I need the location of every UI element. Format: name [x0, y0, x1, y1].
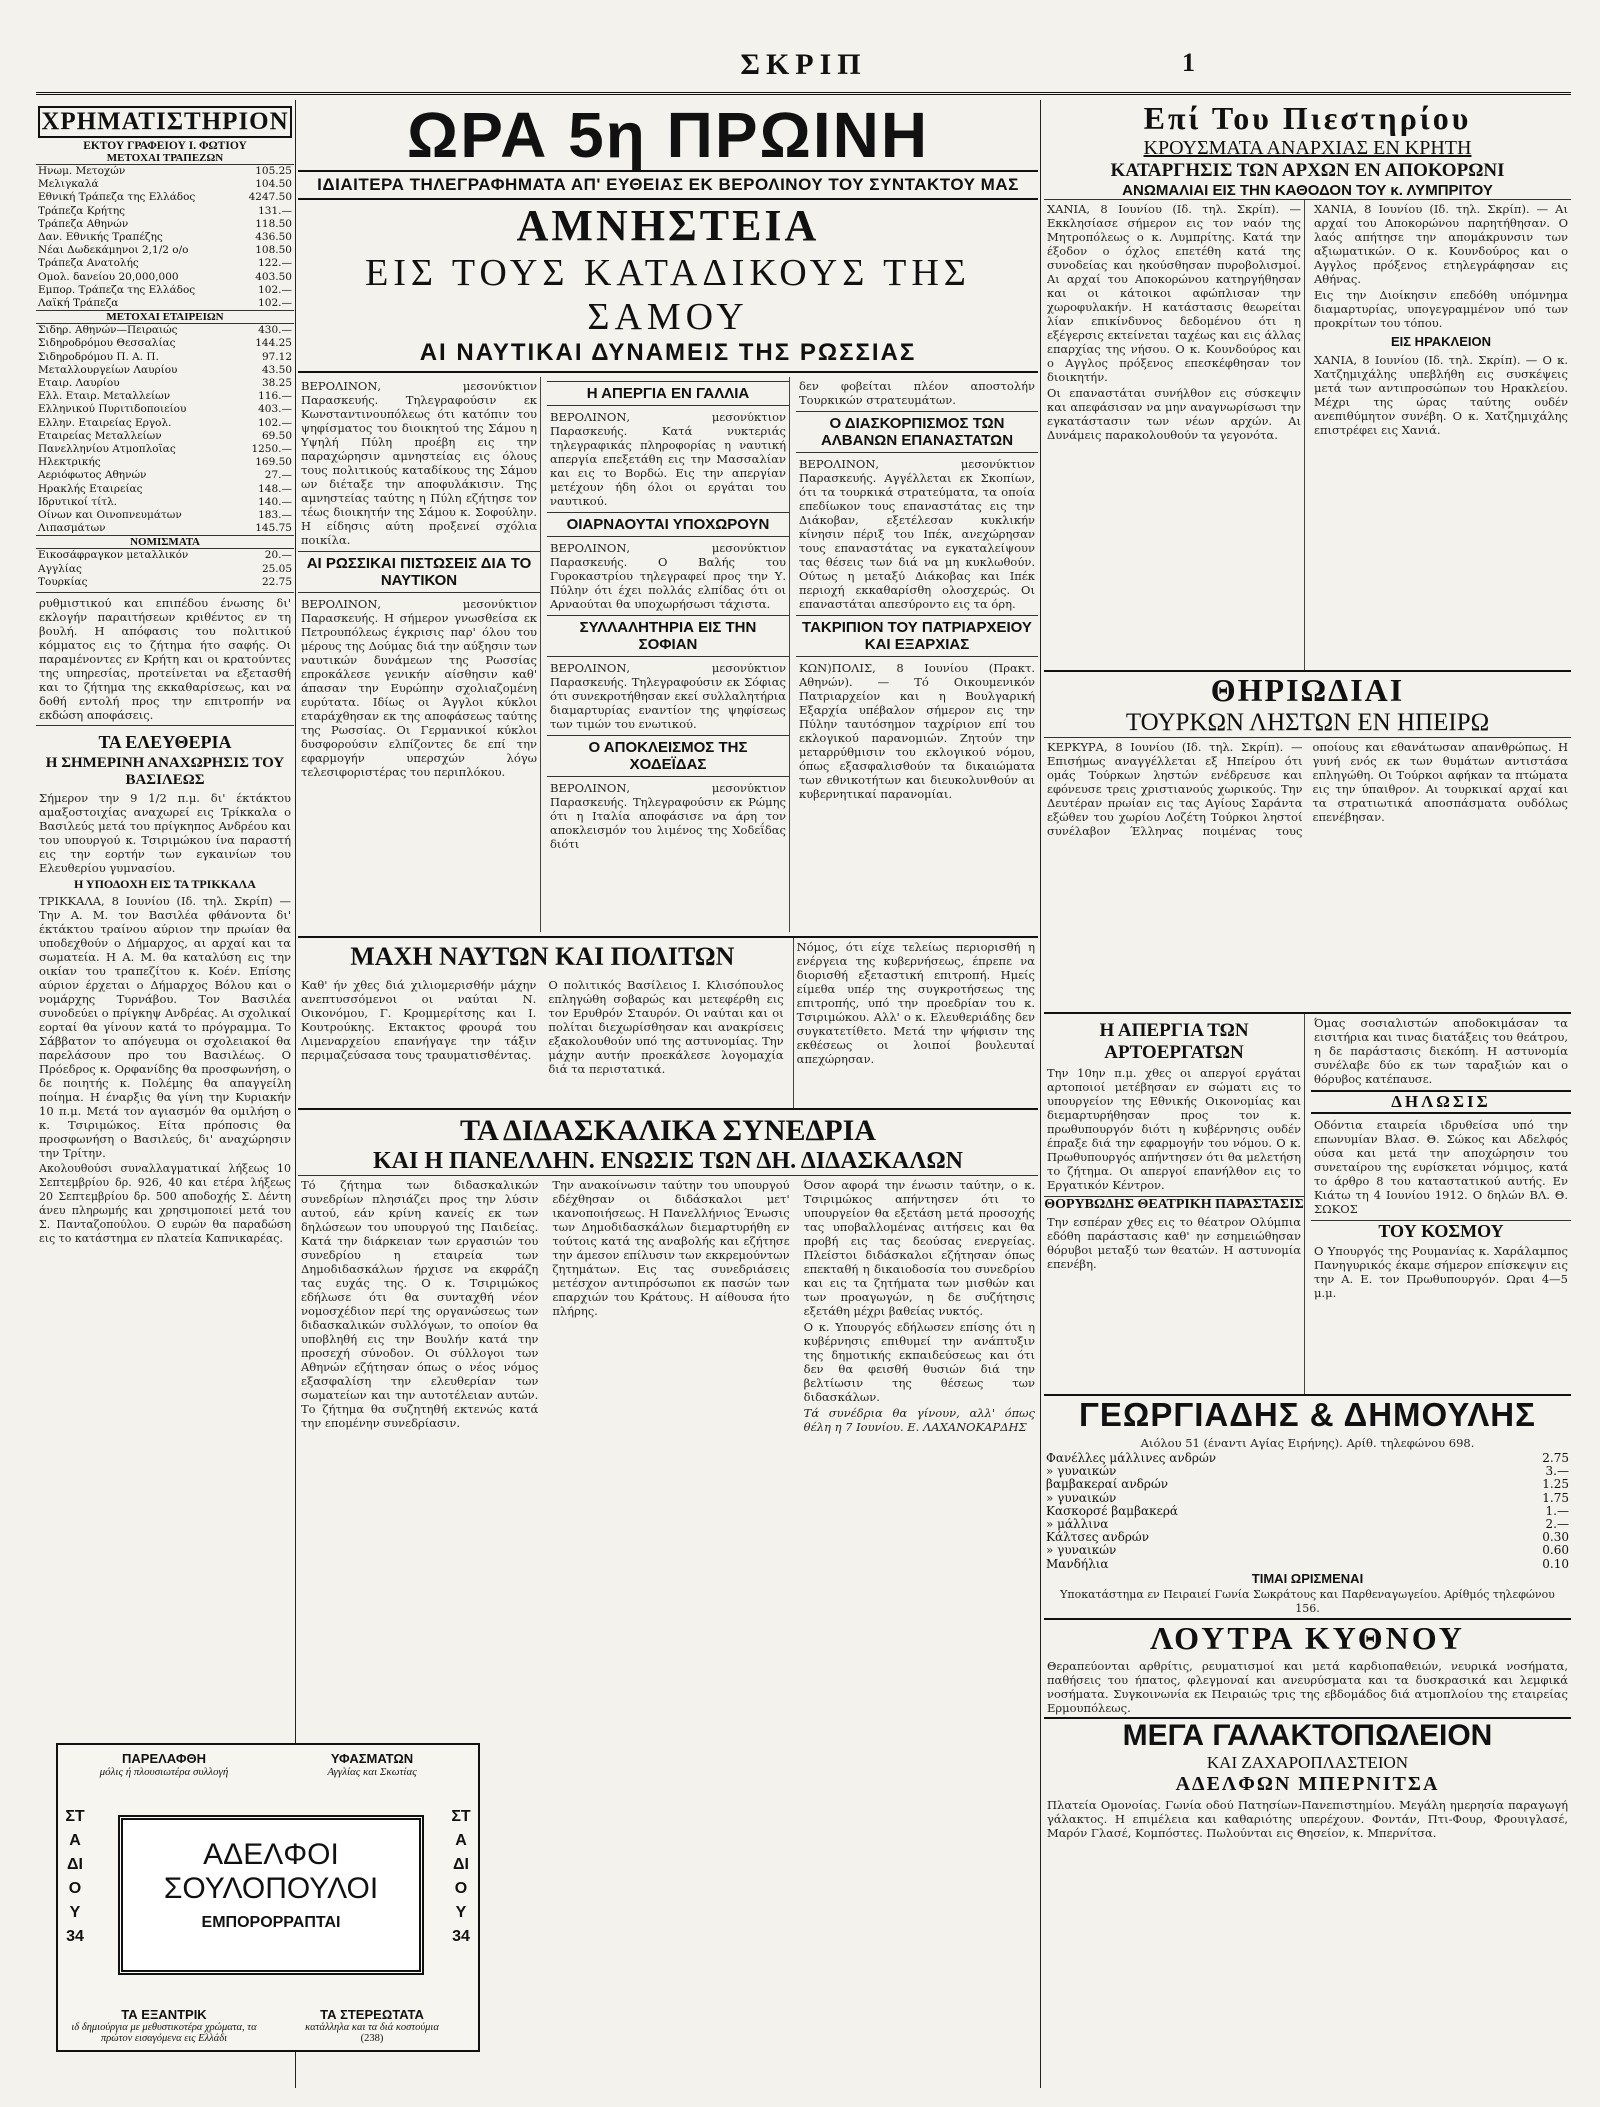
ad-side-left: ΣΤΑΔΙΟΥ 34	[65, 1808, 85, 1945]
bank-name: Ηνωμ. Μετοχών	[38, 165, 126, 177]
price-item-row	[1044, 1492, 1571, 1505]
company-row	[36, 403, 294, 416]
article-russian-credits-head: ΑΙ ΡΩΣΣΙΚΑΙ ΠΙΣΤΩΣΕΙΣ ΔΙΑ ΤΟ ΝΑΥΤΙΚΟΝ	[298, 551, 540, 593]
right-article-8: Την εσπέραν χθες εις το θέατρον Ολύμπια εδόθη παράστασις καθ' ην εσημειώθησαν θόρυβοι μεταξύ των θεατών. Η αστυνομία επενέβη.	[1047, 1215, 1301, 1271]
ad-side-right: ΣΤΑΔΙΟΥ 34	[451, 1808, 471, 1945]
col1-heading-2: Η ΣΗΜΕΡΙΝΗ ΑΝΑΧΩΡΗΣΙΣ ΤΟΥ ΒΑΣΙΛΕΩΣ	[45, 755, 285, 789]
bank-name: Εθνική Τράπεζα της Ελλάδος	[38, 191, 196, 204]
ad-shop1-name: ΓΕΩΡΓΙΑΔΗΣ & ΔΗΜΟΥΛΗΣ	[1079, 1396, 1536, 1433]
article-battle-3: Νόμος, ότι είχε τελείως περιορισθή η ενέργεια της κυβερνήσεως, έπρεπε να διορισθή εξεταστική επιτροπή. Ημείς είμεθα υπέρ της συγκροτήσεως της επιτροπής, υπό την προεδρίαν του κ. Τσιριμώκου. Αλλ' ο κ. Ελευθεριάδης δεν συγκατετίθετο. Μετά την ψήφισιν της εκθέσεως οι λοιποί βουλευταί απεχώρησαν.	[796, 940, 1035, 1066]
bank-row	[36, 297, 294, 310]
ad-shop1-addr: Υποκατάστημα εν Πειραιεί Γωνία Σωκράτους και Παρθεναγωγείου. Αρίθμός τηλεφώνου 156.	[1060, 1587, 1555, 1615]
currency-value: 22.75	[261, 575, 292, 588]
right-article-7: Την 10ην π.μ. χθες οι απεργοί εργάται αρτοποιοί μετέβησαν εν σώματι εις το υπουργείον της Εθνικής Οικονομίας και διεμαρτυρήθησαν προς τον κ. πρωθυπουργόν διότι η κυβέρνησις ουδέν έπραξε διά την εφαρμογήν του νόμου. Ο κ. Πρωθυπουργός απήντησεν ότι θα μελετήση το ζήτημα. Οι απεργοί επανήλθον εις το Εργατικόν Κέντρον.	[1047, 1066, 1301, 1192]
article-dispersal: ΒΕΡΟΛΙΝΟΝ, μεσονύκτιον Παρασκευής. Αγγέλλεται εκ Σκοπίων, ότι τα τουρκικά στρατεύματα, τα οποία επεδίωκον τους επαναστάτας εις την Διάκοβαν, εξετέλεσαν κυκλικήν κίνησιν πέριξ του Ιπέκ, ανεχώρησαν τους επαναστάτας να εγκαταλείψουν τας θέσεις των διά να μη κυκλωθούν. Ούτως η μεταξύ Διάκοβας και Ιπέκ περιοχή εκκαθαρίσθη ολοσχερώς. Οι επαναστάται απεσύροντο εις τα όρη.	[799, 457, 1035, 611]
company-name: Σιδηροδρόμου Θεσσαλίας	[38, 337, 176, 350]
markets-office: ΕΚΤΟΥ ΓΡΑΦΕΙΟΥ Ι. ΦΩΤΙΟΥ	[83, 140, 247, 152]
section-banks: ΜΕΤΟΧΑΙ ΤΡΑΠΕΖΩΝ	[36, 152, 294, 165]
bank-value: 102.—	[258, 297, 292, 310]
price-item-row	[1044, 1531, 1571, 1544]
company-row	[36, 509, 294, 522]
bank-value: 131.—	[258, 204, 292, 217]
bank-value: 436.50	[255, 231, 292, 244]
company-name: Σιδηροδρόμου Π. Α. Π.	[38, 350, 159, 363]
ad-code: (238)	[360, 2033, 384, 2044]
ad-bottom-left-sub: ιδ δημιούργια με μεθυστικοτέρα χρώματα, τα πρώτον εισαγόμενα εις Ελλάδι	[71, 2022, 257, 2044]
company-row	[36, 443, 294, 456]
company-value: 183.—	[258, 509, 292, 522]
col1-heading-3: Η ΥΠΟΔΟΧΗ ΕΙΣ ΤΑ ΤΡΙΚΚΑΛΑ	[74, 877, 256, 892]
company-row	[36, 456, 294, 469]
bank-value: 4247.50	[248, 191, 292, 204]
price-item-name: Φανέλλες μάλλινες ανδρών	[1046, 1452, 1217, 1465]
article-strike-head: Η ΑΠΕΡΓΙΑ ΕΝ ΓΑΛΛΙΑ	[547, 381, 789, 406]
headline-amnesty: ΑΜΝΗΣΤΕΙΑ	[516, 201, 820, 250]
article-teachers-head-1: ΤΑ ΔΙΔΑΣΚΑΛΙΚΑ ΣΥΝΕΔΡΙΑ	[460, 1114, 876, 1147]
price-item-value: 2.75	[1542, 1452, 1569, 1465]
col1-article-a: ρυθμιστικού και επιπέδου ένωσης δι' εκλογήν παραιτήσεων κριθέντος εν τη βουλή. Η απόφασις του πολιτικού κόμματος εις το ζήτημα ήτο σαφής. Οι παραμένοντες εν Κρήτη και οι κρατούντες της υπηρεσίας, προτείνεται να εξετασθή και το ζήτημα της εκκαθαρίσεως, και να δοθή εντολή προς την επιτροπήν να εκδώση αποφάσεις.	[39, 596, 291, 723]
bank-name: Ομολ. δανείου 20,000,000	[38, 270, 179, 283]
ad-name-1: ΑΔΕΛΦΟΙ	[203, 1838, 339, 1871]
notice-text: Οδόντια εταιρεία ιδρυθείσα υπό την επωνυμίαν Βλασ. Θ. Σώκος και Αδελφός ούσα και μετά την αποχώρησιν του συνεταίρου της ευρίσκεται νόμιμος, κατά το άρθρο 8 του καταστατικού αυτής. Εν Κιάτω τη 4 Ιουνίου 1912. Ο δηλών ΒΛ. Θ. ΣΩΚΟΣ	[1314, 1118, 1568, 1216]
article-dispersal-head: Ο ΔΙΑΣΚΟΡΠΙΣΜΟΣ ΤΩΝ ΑΛΒΑΝΩΝ ΕΠΑΝΑΣΤΑΤΩΝ	[796, 411, 1038, 453]
bank-value: 102.—	[258, 283, 292, 296]
article-teachers-2: Την ανακοίνωσιν ταύτην του υπουργού εδέχθησαν οι διδάσκαλοι μετ' ικανοποιήσεως. Η Πανελλήνιος Ένωσις των Δημοδιδασκάλων διεμαρτυρήθη εν τούτοις κατά της αναβολής και εζήτησε την άμεσον επίλυσιν των εκκρεμούντων ζητημάτων. Εις τας συνεδριάσεις μετέσχον αντιπρόσωποι εκ πασών των επαρχιών του Κράτους. Η αίθουσα ήτο πλήρης.	[552, 1178, 790, 1318]
right-head-6: ΤΟΥΡΚΩΝ ΛΗΣΤΩΝ ΕΝ ΗΠΕΙΡΩ	[1044, 709, 1571, 738]
price-item-row	[1044, 1505, 1571, 1518]
company-name: Εταιρ. Λαυρίου	[38, 377, 120, 390]
article-battle-1: Καθ' ήν χθες διά χιλιομερισθήν μάχην ανεπτυσσόμενοι οι ναύται Ν. Οικονόμου, Γ. Κρομμερίτσης και Ι. Κουτρούκης. Εκτακτος φρουρά του Λιμεναρχείου επανήγαγε την τάξιν περιμαζεύσασα τους τραυματισθέντας.	[301, 978, 537, 1062]
price-item-name: Μανδήλια	[1046, 1557, 1109, 1571]
company-row	[36, 377, 294, 390]
currency-row	[36, 576, 294, 589]
headline-russia: ΑΙ ΝΑΥΤΙΚΑΙ ΔΥΝΑΜΕΙΣ ΤΗΣ ΡΩΣΣΙΑΣ	[298, 339, 1038, 373]
company-value: 148.—	[258, 482, 292, 495]
company-row	[36, 351, 294, 364]
right-article-2: Οι επαναστάται συνήλθον εις σύσκεψιν και απεφάσισαν να μην αναγνωρίσωσι την εγκατάστασιν των νέων αρχών. Αι Δυνάμεις παρακολουθούν τα γεγονότα.	[1047, 386, 1301, 442]
right-head-1: Επί Του Πιεστηρίου	[1143, 100, 1472, 136]
article-strike: ΒΕΡΟΛΙΝΟΝ, μεσονύκτιον Παρασκευής. Κατά νυκτεριάς τηλεγραφικάς πληροφορίας η ναυτική απεργία επεξετάθη εις την Μασσαλίαν και εις το Βορδώ. Εις την απεργίαν μετέχουν ήδη όλοι οι εργάται του ναυτικού.	[550, 410, 786, 508]
company-value: 403.—	[258, 403, 292, 416]
currency-row	[36, 549, 294, 562]
social-head: ΤΟΥ ΚΟΣΜΟΥ	[1311, 1220, 1571, 1242]
right-head-7: Η ΑΠΕΡΓΙΑ ΤΩΝ ΑΡΤΟΕΡΓΑΤΩΝ	[1099, 1020, 1249, 1063]
lead-title: ΩΡΑ 5η ΠΡΩΙΝΗ	[406, 100, 930, 171]
ad-bottom-left: ΤΑ ΕΞΑΝΤΡΙΚ	[121, 2007, 207, 2022]
company-value: 116.—	[258, 390, 292, 403]
right-head-4: ΑΝΩΜΑΛΙΑΙ ΕΙΣ ΤΗΝ ΚΑΘΟΔΟΝ ΤΟΥ κ. ΛΥΜΠΡΙΤΟΥ	[1044, 182, 1571, 200]
social-text: Ο Υπουργός της Ρουμανίας κ. Χαράλαμπος Πανηγυρικός έκαμε σήμερον επίσκεψιν εις την Α. Ε. τον Πρωθυπουργόν. Ωραι 4—5 μ.μ.	[1314, 1244, 1568, 1300]
ad-shop2-name: ΛΟΥΤΡΑ ΚΥΘΝΟΥ	[1044, 1618, 1571, 1657]
right-article-1: ΧΑΝΙΑ, 8 Ιουνίου (Ιδ. τηλ. Σκρίπ). — Εκκλησίασε σήμερον εις τον ναόν της Μητροπόλεως ο κ. Λυμπρίτης. Κατά την έξοδον ο όχλος επετέθη κατά της συνοδείας και ηκούσθησαν πυροβολισμοί. Αι αρχαί του Αποκορώνου κατηργήθησαν και οι κάτοικοι αφώπλισαν την χωροφυλακήν. Η κατάστασις θεωρείται λίαν επικίνδυνος δεδομένου ότι η εξέγερσις εκτείνεται ταχέως και εις άλλας επαρχίας της νήσου. Ο κ. Κουνδούρος και ο Αγγλος πρόξενος επεσκέφθησαν τον διοικητήν.	[1047, 202, 1301, 384]
company-value: 69.50	[261, 429, 292, 442]
ad-bottom-right-sub: κατάλληλα και τα διά κοστούμια	[305, 2022, 439, 2033]
bank-name: Τράπεζα Αθηνών	[38, 217, 129, 230]
currency-name: Αγγλίας	[38, 562, 82, 575]
bank-name: Τράπεζα Ανατολής	[38, 257, 139, 270]
price-item-name: Κασκορσέ βαμβακερά	[1046, 1504, 1179, 1518]
ad-shop3-text: Πλατεία Ομονοίας. Γωνία οδού Πατησίων-Πανεπιστημίου. Μεγάλη ημερησία παραγωγή γάλακτος. Η επιμέλεια και καθαριότης υπερέχουν. Φοντάν, Πτι-Φουρ, Φρουιγλασέ, Μαρόν Γλασέ, Κομπόστες. Πωλούνται εις Θησείον, κ. Μπερνίτσα.	[1047, 1797, 1568, 1840]
price-item-row	[1044, 1558, 1571, 1571]
ad-shop1-foot: ΤΙΜΑΙ ΩΡΙΣΜΕΝΑΙ	[1251, 1570, 1364, 1586]
currency-row	[36, 563, 294, 576]
bank-name: Δαν. Εθνικής Τραπέζης	[38, 231, 163, 244]
right-head-3: ΚΑΤΑΡΓΗΣΙΣ ΤΩΝ ΑΡΧΩΝ ΕΝ ΑΠΟΚΟΡΩΝΙ	[1110, 160, 1505, 181]
section-companies: ΜΕΤΟΧΑΙ ΕΤΑΙΡΕΙΩΝ	[36, 310, 294, 324]
company-value: 144.25	[255, 337, 292, 350]
price-item-name: » μάλλινα	[1046, 1518, 1109, 1532]
bank-row	[36, 257, 294, 270]
bank-value: 104.50	[255, 178, 292, 191]
price-item-name: βαμβακεραί ανδρών	[1046, 1478, 1169, 1492]
currency-value: 20.—	[264, 549, 292, 562]
col1-article-c: ΤΡΙΚΚΑΛΑ, 8 Ιουνίου (Ιδ. τηλ. Σκρίπ) — Την Α. Μ. τον Βασιλέα φθάνοντα δι' έκτάκτου τραίνου αύριον την πρωίαν θα υποδεχθούν ο Δήμαρχος, αι αρχαί και τα σωματεία. Η Α. Μ. θα καταλύση εις την οικίαν του τραπεζίτου κ. Κοέν. Επίσης αύριον έρχεται ο Δήμαρχος Βόλου και ο νομάρχης Τυρνάβου. Τον Βασιλέα συνοδεύει ο πρίγκηψ Ανδρέας. Αι σχολικαί εορταί θα γίνουν κατά το πρόγραμμα. Το Σάββατον το απόγευμα οι σχολειακοί θα παρελάσουν προ του Βασιλέως. Ο Πρόεδρος κ. Ορφανίδης θα προσφωνήση, ο δε ποιητής κ. Πολέμης θα απαγγείλη ποίημα. Η έναρξις θα γίνη την Κυριακήν 10 π.μ. Μετά τον αγιασμόν θα ομιλήση ο κ. Τσιριμώκος. Είτα πρόποσις θα προσφωνήση ο Βασιλεύς, δι' αναχώρησιν την Τρίτην.	[39, 894, 291, 1161]
price-item-row	[1044, 1478, 1571, 1491]
price-item-name: » γυναικών	[1046, 1465, 1117, 1479]
company-name: Ηλεκτρικής	[38, 456, 101, 469]
article-battle-2: Ο πολιτικός Βασίλειος Ι. Κλισόπουλος επληγώθη σοβαρώς και μετεφέρθη εις τον Ερυθρόν Σταυρόν. Οι ναύται και οι πολίται διεχωρίσθησαν και ανακρίσεις εξακολουθούν υπό της αστυνομίας. Την μάχην αυτήν προεκάλεσε λογομαχία διά τα περιστατικά.	[548, 978, 784, 1076]
currency-value: 25.05	[261, 562, 292, 575]
right-article-4: Εις την Διοίκησιν επεδόθη υπόμνημα διαμαρτυρίας, υπογεγραμμένον υπό των προκρίτων του τόπου.	[1314, 288, 1568, 330]
price-item-value: 1.25	[1542, 1478, 1569, 1492]
article-hodeida-cont: δεν φοβείται πλέον αποστολήν Τουρκικών στρατευμάτων.	[799, 379, 1035, 407]
company-value: 145.75	[255, 522, 292, 535]
notice-head: ΔΗΛΩΣΙΣ	[1311, 1090, 1571, 1114]
article-sofia: ΒΕΡΟΛΙΝΟΝ, μεσονύκτιον Παρασκευής. Τηλεγραφούσιν εκ Σόφιας ότι συνεκροτήθησαν εκεί συλλαλητήρια διαμαρτυρίας εναντίον της ψηφίσεως των τιμών του ενωτικού.	[550, 661, 786, 731]
price-item-value: 1.75	[1542, 1491, 1569, 1505]
press-column	[1044, 100, 1571, 2088]
newspaper-name: ΣΚΡΙΠ	[740, 48, 867, 81]
right-head-2: ΚΡΟΥΣΜΑΤΑ ΑΝΑΡΧΙΑΣ ΕΝ ΚΡΗΤΗ	[1143, 137, 1472, 159]
company-value: 169.50	[255, 456, 292, 469]
article-takrir: ΚΩΝ)ΠΟΛΙΣ, 8 Ιουνίου (Πρακτ. Αθηνών). — Τό Οικουμενικόν Πατριαρχείον και η Βουλγαρική Εξαρχία υπέβαλον σήμερον εις την Πύλην ταυτόσημον ταχρίριον επί του εκλογικού παρανομιών. Ζητούν την μεταρρύθμισιν του εκλογικού νόμου, όπως εξασφαλισθούν τα δικαιώματα των εθνικοτήτων και διευκολυνθούν αι κυβερνητικαί παρανομίαι.	[799, 661, 1035, 801]
currency-name: Εικοσάφραγκον μεταλλικόν	[38, 549, 189, 562]
company-name: Μεταλλουργείων Λαυρίου	[38, 363, 178, 376]
bank-name: Λαϊκή Τράπεζα	[38, 297, 119, 310]
ad-name-3: ΕΜΠΟΡΟΡΡΑΠΤΑΙ	[201, 1914, 341, 1931]
company-name: Αεριόφωτος Αθηνών	[38, 469, 147, 482]
masthead	[36, 48, 1571, 95]
article-teachers-head-2: ΚΑΙ Η ΠΑΝΕΛΛΗΝ. ΕΝΩΣΙΣ ΤΩΝ ΔΗ. ΔΙΔΑΣΚΑΛΩΝ	[298, 1148, 1038, 1176]
right-head-8: ΘΟΡΥΒΩΔΗΣ ΘΕΑΤΡΙΚΗ ΠΑΡΑΣΤΑΣΙΣ	[1044, 1197, 1304, 1212]
company-row	[36, 417, 294, 430]
price-item-value: 0.60	[1542, 1544, 1569, 1558]
company-name: Ηρακλής Εταιρείας	[38, 482, 143, 495]
ad-bottom-right: ΤΑ ΣΤΕΡΕΩΤΑΤΑ	[320, 2007, 424, 2022]
ad-shop1-intro: Αιόλου 51 (έναντι Αγίας Ειρήνης). Αρίθ. τηλεφώνου 698.	[1140, 1436, 1475, 1450]
bank-name: Εμπορ. Τράπεζα της Ελλάδος	[38, 283, 196, 296]
company-value: 27.—	[264, 469, 292, 482]
price-item-value: 3.—	[1545, 1465, 1569, 1479]
company-name: Λιπασμάτων	[38, 522, 106, 535]
bank-row	[36, 271, 294, 284]
article-hodeida-head: Ο ΑΠΟΚΛΕΙΣΜΟΣ ΤΗΣ ΧΟΔΕΪΔΑΣ	[547, 735, 789, 777]
ad-shop3-sub: ΚΑΙ ΖΑΧΑΡΟΠΛΑΣΤΕΙΟΝ	[1206, 1752, 1409, 1772]
headline-samos: ΕΙΣ ΤΟΥΣ ΚΑΤΑΔΙΚΟΥΣ ΤΗΣ ΣΑΜΟΥ	[365, 252, 971, 338]
article-hodeida: ΒΕΡΟΛΙΝΟΝ, μεσονύκτιον Παρασκευής. Τηλεγραφούσιν εκ Ρώμης ότι η Ιταλία αποφάσισε να άρη τον αποκλεισμόν του λιμένος της Χοδεΐδας διότι	[550, 781, 786, 851]
company-row	[36, 483, 294, 496]
right-box-head: ΕΙΣ ΗΡΑΚΛΕΙΟΝ	[1390, 334, 1492, 349]
company-row	[36, 364, 294, 377]
right-article-9: Όμας σοσιαλιστών αποδοκιμάσαν τα εισιτήρια και τινας διατάξεις του θεάτρου, η δε παράστασις διεκόπη. Η αστυνομία συνέλαβε δύο εκ των ταραξιών και ο θόρυβος κατέπαυσε.	[1314, 1016, 1568, 1086]
company-row	[36, 324, 294, 337]
price-item-value: 2.—	[1545, 1518, 1569, 1532]
price-item-value: 1.—	[1545, 1504, 1569, 1518]
price-item-row	[1044, 1465, 1571, 1478]
bank-name: Τράπεζα Κρήτης	[38, 204, 126, 217]
ad-name-2: ΣΟΥΛΟΠΟΥΛΟΙ	[163, 1872, 379, 1905]
ad-shop1-prices	[1044, 1452, 1571, 1571]
ad-top-left: ΠΑΡΕΛΑΦΘΗ	[122, 1751, 206, 1766]
price-item-row	[1044, 1518, 1571, 1531]
company-row	[36, 522, 294, 535]
bank-row	[36, 165, 294, 178]
article-battle-head: ΜΑΧΗ ΝΑΥΤΩΝ ΚΑΙ ΠΟΛΙΤΩΝ	[350, 942, 735, 971]
page-number: 1	[1182, 48, 1201, 77]
ad-top-left-sub: μόλις ή πλουσιωτέρα συλλογή	[99, 1766, 229, 1778]
company-value: 38.25	[261, 377, 292, 390]
price-item-row	[1044, 1452, 1571, 1465]
banks-table	[36, 165, 294, 310]
currencies-table	[36, 549, 294, 589]
price-item-name: » γυναικών	[1046, 1491, 1117, 1505]
ad-top-right: ΥΦΑΣΜΑΤΩΝ	[330, 1751, 414, 1766]
bank-row	[36, 284, 294, 297]
bank-row	[36, 244, 294, 257]
bank-name: Μελιγκαλά	[38, 178, 99, 191]
article-albanians-head: ΟΙΑΡΝΑΟΥΤΑΙ ΥΠΟΧΩΡΟΥΝ	[547, 512, 789, 537]
company-row	[36, 337, 294, 350]
lead-column	[298, 100, 1038, 2088]
company-row	[36, 496, 294, 509]
bank-name: Νέαι Δωδεκάμηνοι 2,1/2 ο/ο	[38, 244, 189, 257]
bank-value: 122.—	[258, 257, 292, 270]
company-value: 1250.—	[251, 443, 292, 456]
article-teachers-sign: Τά συνέδρια θα γίνουν, αλλ' όπως θέλη η 7 Ιουνίου. Ε. ΛΑΧΑΝΟΚΑΡΔΗΣ	[803, 1406, 1035, 1434]
article-sofia-head: ΣΥΛΛΑΛΗΤΗΡΙΑ ΕΙΣ ΤΗΝ ΣΟΦΙΑΝ	[547, 615, 789, 657]
bank-row	[36, 205, 294, 218]
col1-article-d: Ακολουθούσι συναλλαγματικαί λήξεως 10 Σεπτεμβρίου δρ. 926, 40 και ετέρα λήξεως 20 Σεπτεμβρίου δρ. 500 αποδοχής Σ. Δέντη άνευ πληρωμής και χρησιμοποιεί μετά του Σ. Πανταζοπούλου. Ο ευρών θα παραδώση εις το κατάστημα εν πλατεία Καπνικαρέας.	[39, 1162, 291, 1246]
company-row	[36, 430, 294, 443]
currency-name: Τουρκίας	[38, 575, 88, 588]
price-item-name: Κάλτσες ανδρών	[1046, 1531, 1150, 1545]
company-row	[36, 469, 294, 482]
section-currencies: ΝΟΜΙΣΜΑΤΑ	[36, 535, 294, 549]
bank-row	[36, 178, 294, 191]
article-teachers-3: Όσον αφορά την ένωσιν ταύτην, ο κ. Τσιριμώκος απήντησεν ότι το υπουργείον θα εξετάση μετά προσοχής τας υποβαλλομένας αιτήσεις και θα προβή εις τας δεούσας ενεργείας. Πλείστοι διδάσκαλοι εζήτησαν όπως επεκταθή η δικαιοδοσία του συνεδρίου και εις τα ζητήματα των μισθών και των προαγωγών, η δε συζήτησις εξετάθη μέχρι βαθείας νυκτός.	[803, 1178, 1035, 1318]
col1-heading-1: ΤΑ ΕΛΕΥΘΕΡΙΑ	[98, 732, 232, 753]
markets-title: ΧΡΗΜΑΤΙΣΤΗΡΙΟΝ	[38, 106, 292, 138]
ad-shop3-owner: ΑΔΕΛΦΩΝ ΜΠΕΡΝΙΤΣΑ	[1175, 1772, 1440, 1795]
right-head-5: ΘΗΡΙΩΔΙΑΙ	[1044, 670, 1571, 709]
bank-value: 105.25	[255, 165, 292, 177]
article-russian-credits: ΒΕΡΟΛΙΝΟΝ, μεσονύκτιον Παρασκευής. Η σήμερον γνωσθείσα εκ Πετρουπόλεως έγκρισις παρ' όλου του μέρους της Δούμας διά την αύξησιν των ναυτικών δυνάμεων της Ρωσσίας επροκάλεσε γενικήν αίσθησιν καθ' άπασαν την Ευρώπην σχολιαζομένη ευρύτατα. Ιδίως οι Άγγλοι κύκλοι εταράχθησαν εκ της αποφάσεως ταύτης της Ρωσσίας. Οι Γερμανικοί κύκλοι δυσφορούσιν ελπίζοντες δε επί την εφαρμογήν υπερσχών λόγω τελεσιφοριστέρας του περιπλόκου.	[301, 597, 537, 779]
ad-shop3-name: ΜΕΓΑ ΓΑΛΑΚΤΟΠΩΛΕΙΟΝ	[1044, 1717, 1571, 1753]
price-item-value: 0.30	[1542, 1531, 1569, 1545]
company-name: Πανελληνίου Ατμοπλοΐας	[38, 443, 176, 456]
right-article-5: ΧΑΝΙΑ, 8 Ιουνίου (Ιδ. τηλ. Σκρίπ). — Ο κ. Χατζημιχάλης υπεβλήθη εις συσκέψεις μετά των αντιπροσώπων του Ηρακλείου. Μέχρι της ώρας ταύτης ουδέν ανεπιθύμητον συνέβη. Ο κ. Χατζημιχάλης επιστρέφει εις Χανιά.	[1314, 353, 1568, 437]
col1-article-b: Σήμερον την 9 1/2 π.μ. δι' έκτάκτου αμαξοστοιχίας αναχωρεί εις Τρίκκαλα ο Βασιλεύς μετά του πρίγκηπος Ανδρέου και του υπουργού κ. Τσιριμώκου ίνα παραστή εις την εορτήν των εγκαινίων του Ελευθερίου γυμνασίου.	[39, 791, 291, 876]
company-name: Ελλ. Εταιρ. Μεταλλείων	[38, 390, 171, 403]
bank-value: 118.50	[255, 217, 292, 230]
ad-shop2-text: Θεραπεύονται αρθρίτις, ρευματισμοί και μετά καρδιοπαθειών, νευρικά νοσήματα, παθήσεις του ήπατος, φλεγμοναί και ανευρύσματα και τα δυσκρασικά και λεμφικά νοσήματα. Συγκοινωνία εκ Πειραιώς τρις της εβδομάδος διά ατμοπλοίου της εταιρείας Ερμουπόλεως.	[1047, 1658, 1568, 1715]
bank-row	[36, 191, 294, 204]
price-item-name: » γυναικών	[1046, 1544, 1117, 1558]
company-name: Ιδρυτικοί τίτλ.	[38, 495, 118, 508]
price-item-row	[1044, 1544, 1571, 1557]
article-amnesty: ΒΕΡΟΛΙΝΟΝ, μεσονύκτιον Παρασκευής. Τηλεγραφούσιν εκ Κωνσταντινουπόλεως ότι κατόπιν του ψηφίσματος του διοικητού της Σάμου η Υψηλή Πύλη προέβη εις την παραχώρησιν αμνηστείας εις όλους τους πολιτικούς καταδίκους της Σάμου ων διέταξε την αποφυλάκισιν. Της αμνηστείας ταύτης η Πύλη εζήτησε τον τέως διοικητήν της Σάμου κ. Σοφούλην. Η είδησις αύτη προξενεί σχόλια ποικίλα.	[301, 379, 537, 547]
article-takrir-head: ΤΑΚΡΙΠΙΟΝ ΤΟΥ ΠΑΤΡΙΑΡΧΕΙΟΥ ΚΑΙ ΕΞΑΡΧΙΑΣ	[796, 615, 1038, 657]
article-teachers-4: Ο κ. Υπουργός εδήλωσεν επίσης ότι η κυβέρνησις επιθυμεί την ανάπτυξιν της δημοτικής εκπαιδεύσεως και ότι δεν θα φεισθή θυσιών διά την βελτίωσιν της θέσεως των διδασκάλων.	[803, 1320, 1035, 1404]
company-value: 430.—	[258, 324, 292, 337]
companies-table	[36, 324, 294, 535]
article-teachers-1: Τό ζήτημα των διδασκαλικών συνεδρίων πλησιάζει προς την λύσιν αυτού, εάν κρίνη κανείς εκ των δηλώσεων του υπουργού της Παιδείας. Κατά την διάρκειαν των εργασιών του συνεδρίου η εταιρεία των Δημοδιδασκάλων ήρχισε να εκφράζη τας ευχάς της. Ο κ. Τσιριμώκος εδήλωσε ότι θα συνταχθή νέον νομοσχέδιον περί της οργανώσεως των διδασκαλικών συλλόγων, το οποίον θα υποβληθή εις την Βουλήν κατά την προσεχή σύνοδον. Οι σύλλογοι των Αθηνών εζήτησαν όπως ο νέος νόμος εξασφαλίση την ελευθερίαν των σωματείων και την αυτοτέλειαν αυτών. Το ζήτημα θα συζητηθή εκτενώς κατά την επομένην συνεδρίασιν.	[301, 1178, 539, 1430]
bank-value: 403.50	[255, 270, 292, 283]
price-item-value: 0.10	[1542, 1557, 1569, 1571]
bank-row	[36, 231, 294, 244]
company-value: 140.—	[258, 495, 292, 508]
lead-subtitle: ΙΔΙΑΙΤΕΡΑ ΤΗΛΕΓΡΑΦΗΜΑΤΑ ΑΠ' ΕΥΘΕΙΑΣ ΕΚ ΒΕΡΟΛΙΝΟΥ ΤΟΥ ΣΥΝΤΑΚΤΟΥ ΜΑΣ	[298, 170, 1038, 200]
bank-value: 108.50	[255, 244, 292, 257]
company-value: 43.50	[261, 363, 292, 376]
company-value: 97.12	[261, 350, 292, 363]
company-name: Ελληνικού Πυριτιδοποιείου	[38, 403, 187, 416]
ad-top-right-sub: Αγγλίας και Σκωτίας	[327, 1766, 417, 1778]
company-name: Ελλην. Εταιρείας Εργολ.	[38, 416, 172, 429]
company-name: Εταιρείας Μεταλλείων	[38, 429, 162, 442]
company-name: Οίνων και Οινοπνευμάτων	[38, 509, 182, 522]
right-article-3: ΧΑΝΙΑ, 8 Ιουνίου (Ιδ. τηλ. Σκρίπ). — Αι αρχαί του Αποκορώνου παρητήθησαν. Ο λαός απήτησε την απομάκρυνσιν των αξιωματικών. Ο κ. Κουνδούρος και ο Αγγλος πρόξενος ετηλεγράφησαν εις Αθήνας.	[1314, 202, 1568, 286]
bank-row	[36, 218, 294, 231]
right-article-6: ΚΕΡΚΥΡΑ, 8 Ιουνίου (Ιδ. τηλ. Σκρίπ). — Επισήμως αναγγέλλεται εξ Ηπείρου ότι ομάς Τούρκων ληστών ενέδρευσε και εφόνευσε τρεις χριστιανούς χωρικούς. Την Δευτέραν πρωίαν εις τας Αγίους Σαράντα εξώθεν του χωρίου Λοζέτη Τούρκοι ληστοί συνέλαβον Έλληνας ποιμένας τους οποίους και εθανάτωσαν απανθρώπως. Η γυνή ενός εκ των θυμάτων αντιστάσα επληγώθη. Οι Τούρκοι αφήκαν τα πτώματα εις την ύπαιθρον. Αι τουρκικαί αρχαί και τα στρατιωτικά αποσπάσματα ουδόλως επενέβησαν.	[1047, 740, 1568, 838]
company-row	[36, 390, 294, 403]
company-name: Σιδηρ. Αθηνών—Πειραιώς	[38, 324, 178, 337]
article-albanians: ΒΕΡΟΛΙΝΟΝ, μεσονύκτιον Παρασκευής. Ο Βαλής του Γυροκαστρίου τηλεγραφεί προς την Υ. Πύλην ότι έχει πολλάς ελπίδας ότι οι Αρναούται θα υποχωρήσωσι τάχιστα.	[550, 541, 786, 611]
company-value: 102.—	[258, 416, 292, 429]
